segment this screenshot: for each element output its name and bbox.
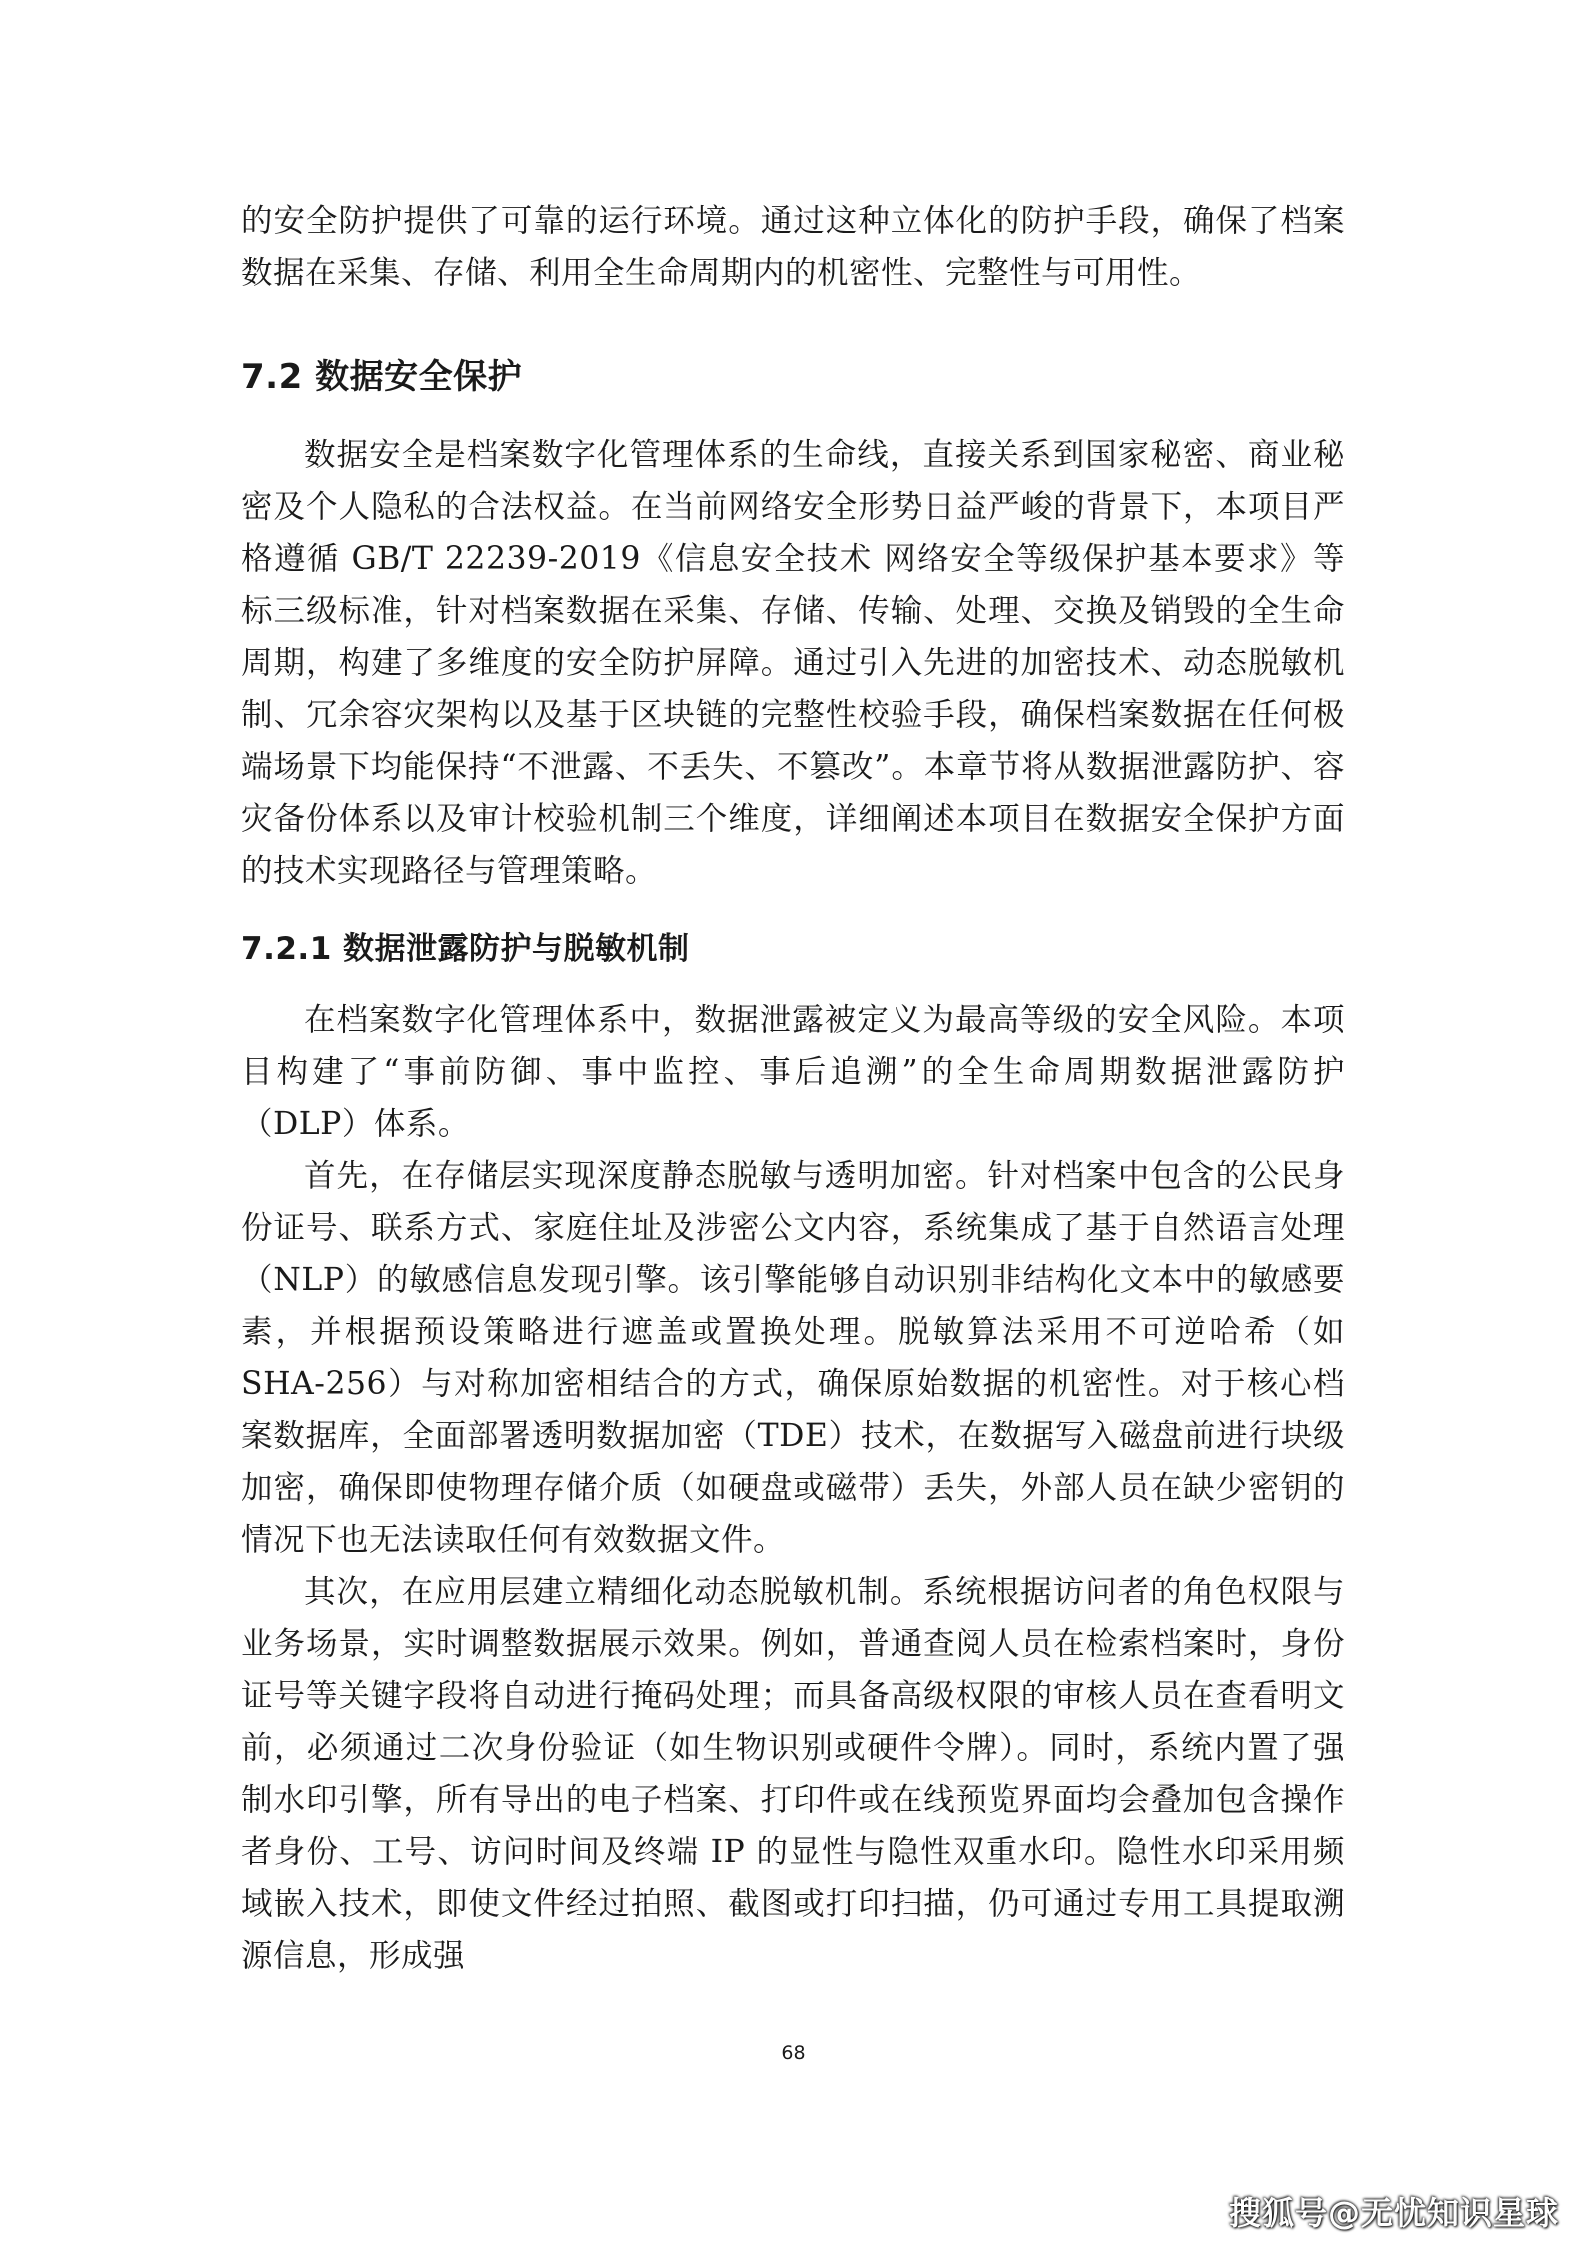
top-paragraph: 的安全防护提供了可靠的运行环境。通过这种立体化的防护手段，确保了档案数据在采集、存储、利用全生命周期内的机密性、完整性与可用性。	[241, 203, 1345, 291]
subsection-paragraph: 其次，在应用层建立精细化动态脱敏机制。系统根据访问者的角色权限与业务场景，实时调整数据展示效果。例如，普通查阅人员在检索档案时，身份证号等关键字段将自动进行掩码处理；而具备高级权限的审核人员在查看明文前，必须通过二次身份验证（如生物识别或硬件令牌）。同时，系统内置了强制水印引擎，所有导出的电子档案、打印件或在线预览界面均会叠加包含操作者身份、工号、访问时间及终端 IP 的显性与隐性双重水印。隐性水印采用频域嵌入技术，即使文件经过拍照、截图或打印扫描，仍可通过专用工具提取溯源信息，形成强	[241, 1574, 1345, 1974]
subsection-paragraph: 在档案数字化管理体系中，数据泄露被定义为最高等级的安全风险。本项目构建了“事前防御、事中监控、事后追溯”的全生命周期数据泄露防护（DLP）体系。	[241, 1002, 1345, 1142]
section-heading: 7.2 数据安全保护	[241, 357, 523, 397]
spacer	[241, 975, 1345, 994]
spacer	[241, 403, 1345, 429]
document-page	[241, 195, 1345, 1982]
page-number: 68	[781, 2042, 806, 2064]
spacer	[241, 299, 1345, 351]
source-watermark: 搜狐号@无忧知识星球	[1228, 2194, 1559, 2232]
section-intro-paragraph: 数据安全是档案数字化管理体系的生命线，直接关系到国家秘密、商业秘密及个人隐私的合法权益。在当前网络安全形势日益严峻的背景下，本项目严格遵循 GB/T 22239-2019《信息安全技术 网络安全等级保护基本要求》等标三级标准，针对档案数据在采集、存储、传输、处理、交换及销毁的全生命周期，构建了多维度的安全防护屏障。通过引入先进的加密技术、动态脱敏机制、冗余容灾架构以及基于区块链的完整性校验手段，确保档案数据在任何极端场景下均能保持“不泄露、不丢失、不篡改”。本章节将从数据泄露防护、容灾备份体系以及审计校验机制三个维度，详细阐述本项目在数据安全保护方面的技术实现路径与管理策略。	[241, 437, 1345, 889]
spacer	[241, 897, 1345, 923]
subsection-paragraph: 首先，在存储层实现深度静态脱敏与透明加密。针对档案中包含的公民身份证号、联系方式、家庭住址及涉密公文内容，系统集成了基于自然语言处理（NLP）的敏感信息发现引擎。该引擎能够自动识别非结构化文本中的敏感要素，并根据预设策略进行遮盖或置换处理。脱敏算法采用不可逆哈希（如 SHA-256）与对称加密相结合的方式，确保原始数据的机密性。对于核心档案数据库，全面部署透明数据加密（TDE）技术，在数据写入磁盘前进行块级加密，确保即使物理存储介质（如硬盘或磁带）丢失，外部人员在缺少密钥的情况下也无法读取任何有效数据文件。	[241, 1158, 1345, 1558]
subsection-heading: 7.2.1 数据泄露防护与脱敏机制	[241, 931, 690, 967]
